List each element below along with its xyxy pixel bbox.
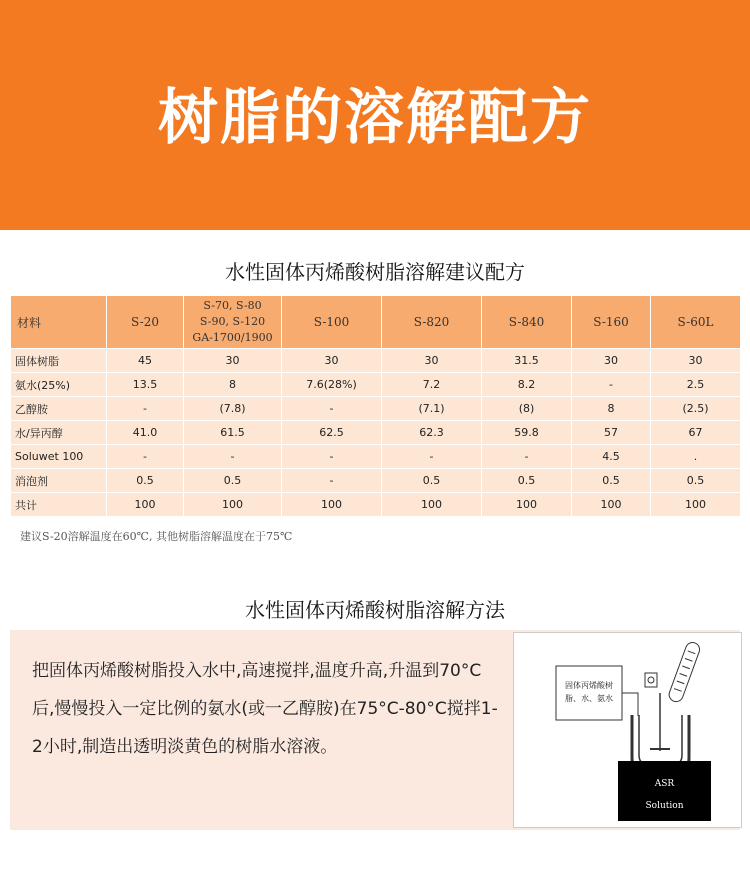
header-banner bbox=[0, 0, 750, 230]
value-cell: - bbox=[282, 397, 382, 421]
value-cell: 100 bbox=[184, 493, 282, 517]
value-cell: - bbox=[382, 445, 482, 469]
table-row bbox=[11, 469, 741, 493]
material-name-cell: 消泡剂 bbox=[11, 469, 107, 493]
value-cell: - bbox=[282, 469, 382, 493]
solution-label: Solution bbox=[645, 801, 684, 811]
material-name-cell: 水/异丙醇 bbox=[11, 421, 107, 445]
value-cell: 62.3 bbox=[382, 421, 482, 445]
value-cell: 31.5 bbox=[482, 349, 572, 373]
value-cell: 7.6(28%) bbox=[282, 373, 382, 397]
value-cell: 100 bbox=[382, 493, 482, 517]
value-cell: 100 bbox=[572, 493, 651, 517]
header-cell: S-820 bbox=[382, 296, 482, 349]
value-cell: 7.2 bbox=[382, 373, 482, 397]
value-cell: . bbox=[651, 445, 741, 469]
value-cell: 57 bbox=[572, 421, 651, 445]
material-name-cell: Soluwet 100 bbox=[11, 445, 107, 469]
method-text: 把固体丙烯酸树脂投入水中,高速搅拌,温度升高,升温到70°C后,慢慢投入一定比例的氨水(或一乙醇胺)在75°C-80°C搅拌1-2小时,制造出透明淡黄色的树脂水溶液。 bbox=[32, 661, 498, 757]
value-cell: (7.8) bbox=[184, 397, 282, 421]
value-cell: 61.5 bbox=[184, 421, 282, 445]
value-cell: 2.5 bbox=[651, 373, 741, 397]
value-cell: 0.5 bbox=[107, 469, 184, 493]
material-name-cell: 乙醇胺 bbox=[11, 397, 107, 421]
value-cell: 100 bbox=[482, 493, 572, 517]
value-cell: - bbox=[184, 445, 282, 469]
value-cell: 8 bbox=[572, 397, 651, 421]
formula-table bbox=[10, 295, 741, 517]
value-cell: 0.5 bbox=[482, 469, 572, 493]
table-row bbox=[11, 349, 741, 373]
table-header-row bbox=[11, 296, 741, 349]
value-cell: 13.5 bbox=[107, 373, 184, 397]
feed-line bbox=[622, 693, 638, 716]
value-cell: 30 bbox=[572, 349, 651, 373]
page-title: 树脂的溶解配方 bbox=[158, 83, 592, 153]
value-cell: - bbox=[107, 397, 184, 421]
header-cell: S-60L bbox=[651, 296, 741, 349]
value-cell: - bbox=[282, 445, 382, 469]
input-label-line2: 脂、水、氨水 bbox=[565, 694, 613, 703]
table-row bbox=[11, 397, 741, 421]
header-cell: S-100 bbox=[282, 296, 382, 349]
value-cell: 100 bbox=[107, 493, 184, 517]
asr-solution-box bbox=[618, 761, 711, 821]
header-cell: 材料 bbox=[11, 296, 107, 349]
header-cell: S-70, S-80 S-90, S-120 GA-1700/1900 bbox=[184, 296, 282, 349]
value-cell: 59.8 bbox=[482, 421, 572, 445]
input-label-line1: 固体丙烯酸树 bbox=[565, 681, 613, 690]
table-row bbox=[11, 445, 741, 469]
table-row bbox=[11, 493, 741, 517]
table-row bbox=[11, 373, 741, 397]
value-cell: 67 bbox=[651, 421, 741, 445]
value-cell: 30 bbox=[382, 349, 482, 373]
header-cell: S-160 bbox=[572, 296, 651, 349]
value-cell: 30 bbox=[651, 349, 741, 373]
value-cell: 0.5 bbox=[572, 469, 651, 493]
value-cell: 0.5 bbox=[651, 469, 741, 493]
value-cell: - bbox=[107, 445, 184, 469]
value-cell: 30 bbox=[282, 349, 382, 373]
value-cell: 41.0 bbox=[107, 421, 184, 445]
value-cell: 30 bbox=[184, 349, 282, 373]
thermometer-icon bbox=[667, 641, 701, 704]
value-cell: (8) bbox=[482, 397, 572, 421]
temperature-note: 建议S-20溶解温度在60℃, 其他树脂溶解温度在于75℃ bbox=[20, 530, 293, 543]
gauge-icon bbox=[645, 673, 657, 687]
header-cell: S-840 bbox=[482, 296, 572, 349]
value-cell: - bbox=[572, 373, 651, 397]
material-name-cell: 固体树脂 bbox=[11, 349, 107, 373]
value-cell: 4.5 bbox=[572, 445, 651, 469]
method-title: 水性固体丙烯酸树脂溶解方法 bbox=[245, 598, 505, 622]
value-cell: 100 bbox=[282, 493, 382, 517]
value-cell: (7.1) bbox=[382, 397, 482, 421]
value-cell: 0.5 bbox=[382, 469, 482, 493]
value-cell: 45 bbox=[107, 349, 184, 373]
header-cell: S-20 bbox=[107, 296, 184, 349]
value-cell: - bbox=[482, 445, 572, 469]
material-name-cell: 共计 bbox=[11, 493, 107, 517]
value-cell: 0.5 bbox=[184, 469, 282, 493]
value-cell: (2.5) bbox=[651, 397, 741, 421]
value-cell: 8 bbox=[184, 373, 282, 397]
value-cell: 62.5 bbox=[282, 421, 382, 445]
material-name-cell: 氨水(25%) bbox=[11, 373, 107, 397]
value-cell: 100 bbox=[651, 493, 741, 517]
formula-table-title: 水性固体丙烯酸树脂溶解建议配方 bbox=[225, 260, 525, 284]
asr-label: ASR bbox=[654, 779, 675, 789]
value-cell: 8.2 bbox=[482, 373, 572, 397]
input-box bbox=[556, 666, 622, 720]
table-row bbox=[11, 421, 741, 445]
